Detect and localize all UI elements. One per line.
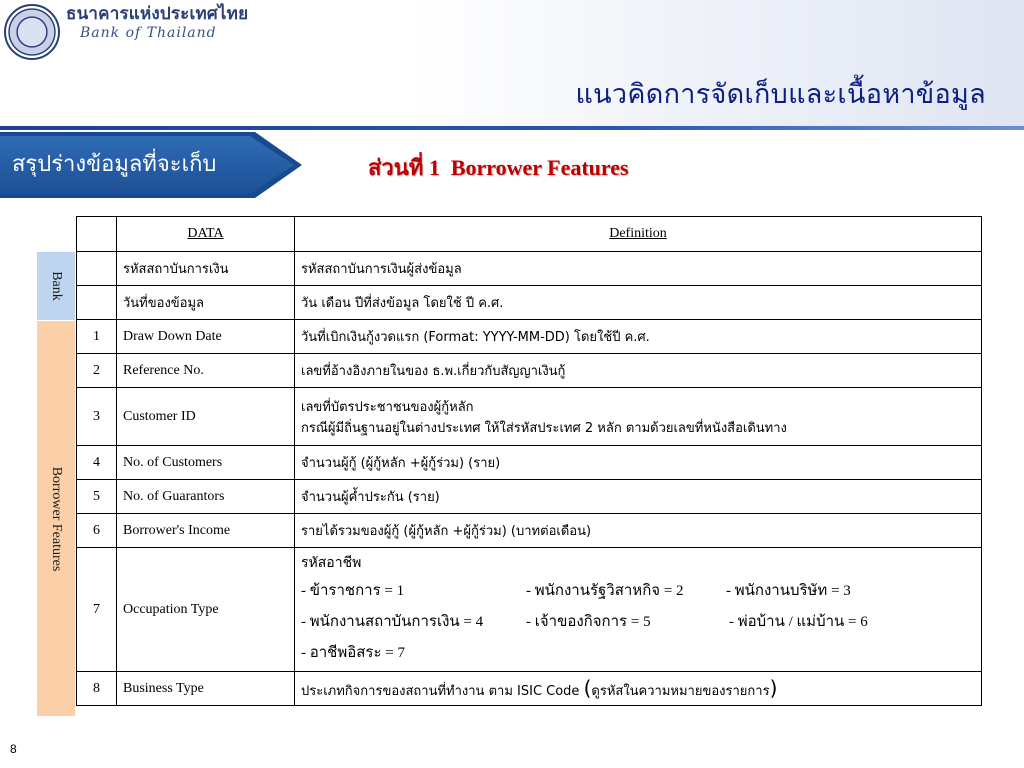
row-definition: รหัสสถาบันการเงินผู้ส่งข้อมูล bbox=[295, 252, 982, 286]
data-table bbox=[76, 216, 982, 706]
table-row bbox=[77, 286, 982, 320]
occupation-code-line bbox=[301, 576, 975, 607]
row-no bbox=[77, 252, 117, 286]
logo-english-name: Bank of Thailand bbox=[80, 25, 217, 41]
row-data: Occupation Type bbox=[117, 548, 295, 672]
header-data: DATA bbox=[117, 217, 295, 252]
row-definition: ประเภทกิจการของสถานที่ทำงาน ตาม ISIC Code (ดูรหัสในความหมายของรายการ) bbox=[295, 672, 982, 706]
header-rule bbox=[0, 126, 1024, 130]
table-row bbox=[77, 548, 982, 672]
row-definition: จำนวนผู้กู้ (ผู้กู้หลัก +ผู้กู้ร่วม) (ราย) bbox=[295, 446, 982, 480]
side-label-bank: Bank bbox=[49, 271, 64, 301]
row-definition bbox=[295, 388, 982, 446]
row-data: Business Type bbox=[117, 672, 295, 706]
side-label-borrower-band bbox=[37, 321, 75, 716]
business-type-note: ดูรหัสในความหมายของรายการ bbox=[591, 684, 770, 699]
row-definition: วันที่เบิกเงินกู้งวดแรก (Format: YYYY-MM-DD) โดยใช้ปี ค.ศ. bbox=[295, 320, 982, 354]
row-data: Draw Down Date bbox=[117, 320, 295, 354]
row-definition: วัน เดือน ปีที่ส่งข้อมูล โดยใช้ ปี ค.ศ. bbox=[295, 286, 982, 320]
header-no bbox=[77, 217, 117, 252]
side-label-bank-band bbox=[37, 252, 75, 320]
bank-seal-icon bbox=[4, 4, 60, 60]
occupation-code: - พ่อบ้าน / แม่บ้าน = 6 bbox=[729, 614, 868, 630]
row-no: 7 bbox=[77, 548, 117, 672]
bank-logo bbox=[4, 4, 248, 60]
occupation-code: - อาชีพอิสระ = 7 bbox=[301, 645, 405, 661]
business-type-definition: ประเภทกิจการของสถานที่ทำงาน ตาม ISIC Code bbox=[301, 684, 584, 699]
row-definition: เลขที่อ้างอิงภายในของ ธ.พ.เกี่ยวกับสัญญาเงินกู้ bbox=[295, 354, 982, 388]
row-no: 2 bbox=[77, 354, 117, 388]
row-no: 6 bbox=[77, 514, 117, 548]
row-data: No. of Guarantors bbox=[117, 480, 295, 514]
logo-thai-name: ธนาคารแห่งประเทศไทย bbox=[66, 4, 249, 24]
section-title bbox=[368, 150, 629, 185]
occupation-code: - พนักงานสถาบันการเงิน = 4 bbox=[301, 614, 484, 630]
row-data: Customer ID bbox=[117, 388, 295, 446]
row-definition: รายได้รวมของผู้กู้ (ผู้กู้หลัก +ผู้กู้ร่วม) (บาทต่อเดือน) bbox=[295, 514, 982, 548]
occupation-code: - ข้าราชการ = 1 bbox=[301, 583, 405, 599]
row-definition: จำนวนผู้ค้ำประกัน (ราย) bbox=[295, 480, 982, 514]
table-row bbox=[77, 514, 982, 548]
section-title-prefix: ส่วนที่ bbox=[368, 156, 424, 181]
row-definition bbox=[295, 548, 982, 672]
slide-number: 8 bbox=[10, 742, 17, 756]
occupation-code: - พนักงานบริษัท = 3 bbox=[726, 583, 851, 599]
side-label-borrower: Borrower Features bbox=[49, 466, 64, 571]
table-row bbox=[77, 480, 982, 514]
table-row bbox=[77, 252, 982, 286]
table-row bbox=[77, 446, 982, 480]
row-data: Reference No. bbox=[117, 354, 295, 388]
table-header-row bbox=[77, 217, 982, 252]
occupation-code-line bbox=[301, 607, 975, 638]
header-definition: Definition bbox=[295, 217, 982, 252]
row-no: 5 bbox=[77, 480, 117, 514]
occupation-code-line bbox=[301, 638, 975, 669]
table-row bbox=[77, 672, 982, 706]
row-no: 4 bbox=[77, 446, 117, 480]
row-data: วันที่ของข้อมูล bbox=[117, 286, 295, 320]
logo-text bbox=[66, 4, 248, 42]
definition-line-1: เลขที่บัตรประชาชนของผู้กู้หลัก bbox=[301, 399, 474, 415]
occupation-code: - เจ้าของกิจการ = 5 bbox=[526, 614, 651, 630]
row-no: 8 bbox=[77, 672, 117, 706]
row-data: รหัสสถาบันการเงิน bbox=[117, 252, 295, 286]
row-data: No. of Customers bbox=[117, 446, 295, 480]
definition-line-2: กรณีผู้มีถิ่นฐานอยู่ในต่างประเทศ ให้ใส่รหัสประเทศ 2 หลัก ตามด้วยเลขที่หนังสือเดินทาง bbox=[301, 420, 787, 436]
slide-title: แนวคิดการจัดเก็บและเนื้อหาข้อมูล bbox=[575, 79, 986, 110]
section-title-number: 1 bbox=[428, 155, 440, 180]
table-row bbox=[77, 354, 982, 388]
table-row bbox=[77, 388, 982, 446]
row-no: 1 bbox=[77, 320, 117, 354]
section-title-english: Borrower Features bbox=[450, 155, 629, 180]
occupation-code-heading: รหัสอาชีพ bbox=[301, 555, 362, 571]
row-data: Borrower's Income bbox=[117, 514, 295, 548]
table-row bbox=[77, 320, 982, 354]
occupation-code: - พนักงานรัฐวิสาหกิจ = 2 bbox=[526, 583, 684, 599]
row-no: 3 bbox=[77, 388, 117, 446]
section-tag-label: สรุปร่างข้อมูลที่จะเก็บ bbox=[12, 152, 217, 177]
row-no bbox=[77, 286, 117, 320]
